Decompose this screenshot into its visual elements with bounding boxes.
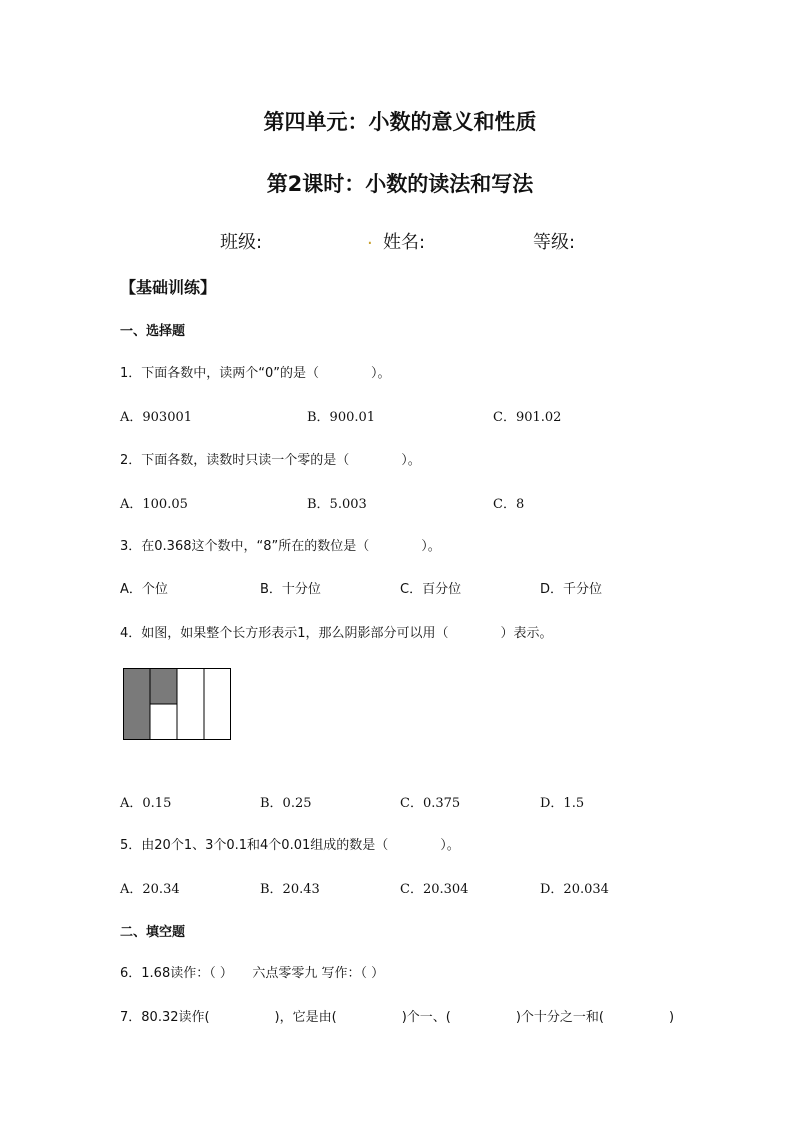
page-title: 第四单元：小数的意义和性质 (263, 110, 537, 134)
q1-option-a: A．903001 (120, 410, 193, 425)
q1-option-b: B．900.01 (307, 410, 376, 425)
part1-heading: 一、选择题 (120, 324, 186, 339)
separator-dot: . (367, 228, 373, 249)
empty-part-bottom (150, 704, 177, 740)
shaded-part-top (150, 669, 177, 705)
shaded-rectangle-figure (123, 668, 231, 740)
name-label: 姓名: (383, 232, 426, 253)
q5-option-c: C．20.304 (400, 882, 469, 897)
q2-option-a: A．100.05 (120, 497, 188, 512)
q2-option-b: B．5.003 (307, 497, 367, 512)
page-subtitle: 第2课时：小数的读法和写法 (266, 172, 534, 196)
empty-part-3 (177, 669, 204, 740)
class-label: 班级: (220, 232, 263, 253)
empty-part-4 (204, 669, 231, 740)
q3-option-c: C．百分位 (400, 582, 462, 597)
q4-option-d: D．1.5 (540, 796, 585, 811)
q1-option-c: C．901.02 (493, 410, 562, 425)
q4-option-b: B．0.25 (260, 796, 312, 811)
q5-option-a: A．20.34 (120, 882, 180, 897)
question-6: 6．1.68读作：（ ） 六点零零九 写作：（ ） (120, 966, 385, 981)
question-1: 1．下面各数中，读两个“0”的是（ ）。 (120, 366, 391, 381)
q3-option-d: D．千分位 (540, 582, 603, 597)
q2-option-c: C．8 (493, 497, 525, 512)
question-4: 4．如图，如果整个长方形表示1，那么阴影部分可以用（ ）表示。 (120, 626, 553, 641)
q3-option-a: A．个位 (120, 582, 168, 597)
question-2: 2．下面各数，读数时只读一个零的是（ ）。 (120, 453, 421, 468)
section-heading: 【基础训练】 (120, 278, 217, 297)
q5-option-d: D．20.034 (540, 882, 609, 897)
part2-heading: 二、填空题 (120, 925, 186, 940)
shaded-part-left (124, 669, 151, 740)
q3-option-b: B．十分位 (260, 582, 321, 597)
q4-option-a: A．0.15 (120, 796, 172, 811)
question-7: 7．80.32读作( )，它是由( )个一、( )个十分之一和( ) (120, 1010, 675, 1025)
question-3: 3．在0.368这个数中，“8”所在的数位是（ ）。 (120, 539, 441, 554)
question-5: 5．由20个1、3个0.1和4个0.01组成的数是（ ）。 (120, 838, 460, 853)
q5-option-b: B．20.43 (260, 882, 320, 897)
grade-label: 等级: (533, 232, 576, 253)
q4-option-c: C．0.375 (400, 796, 461, 811)
